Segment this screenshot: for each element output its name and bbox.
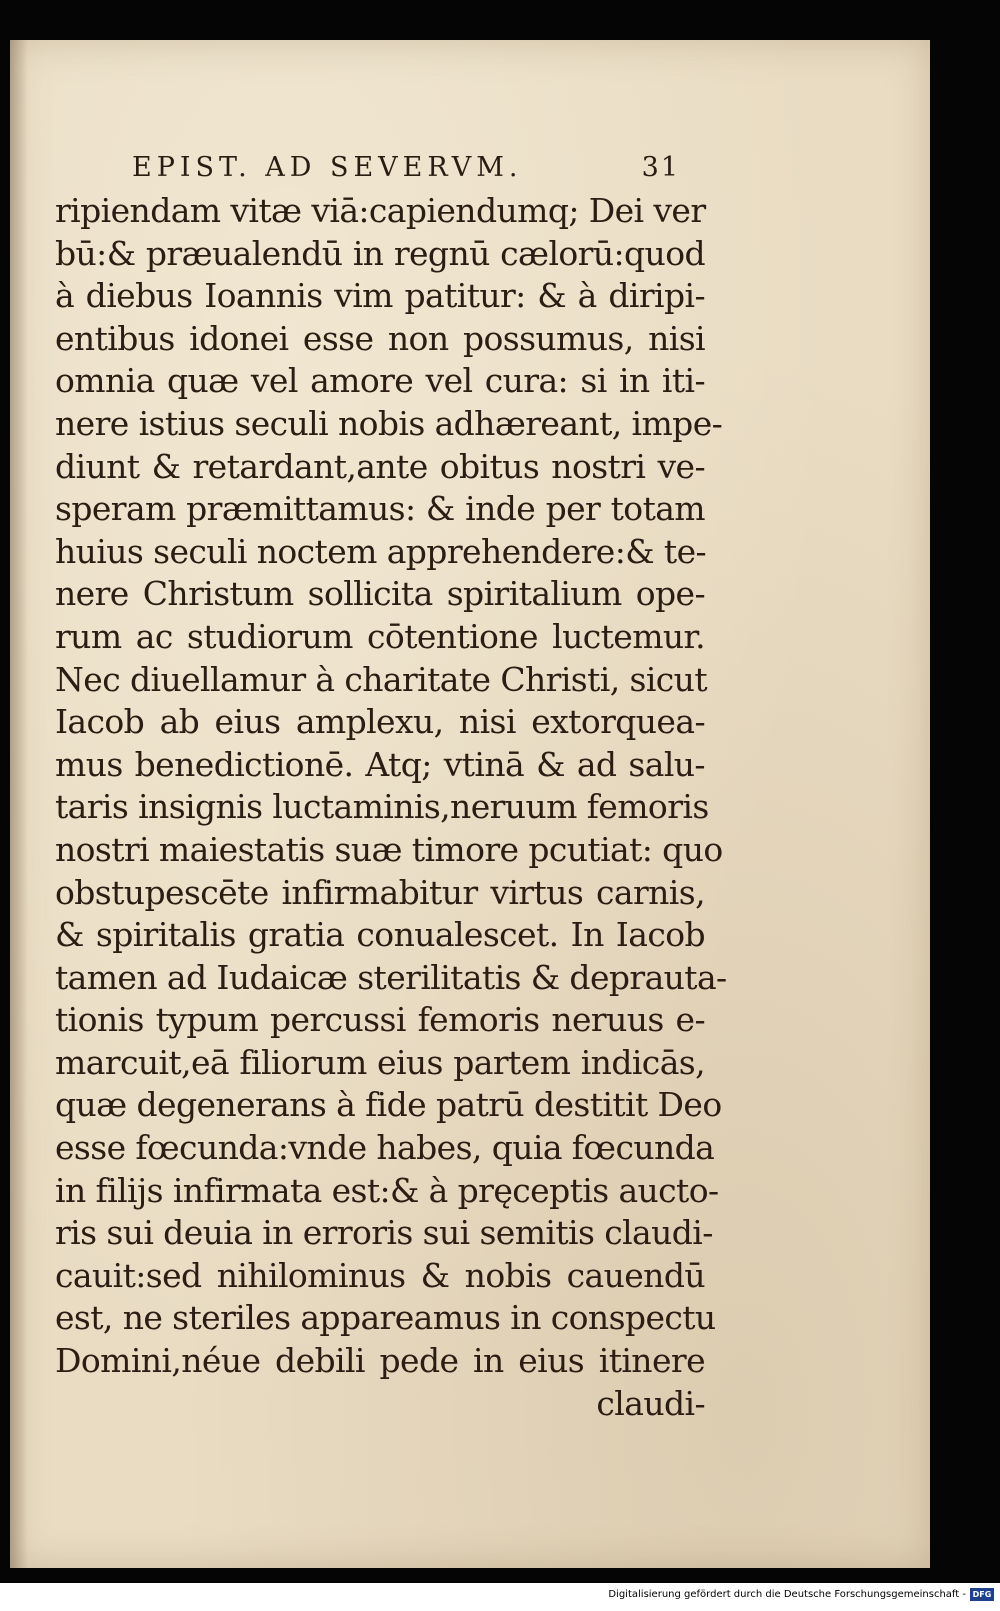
page-gutter-shadow xyxy=(10,40,28,1568)
text-line: tamen ad Iudaicæ sterilitatis & deprauta- xyxy=(55,957,727,997)
text-line: speram præmittamus: & inde per totam xyxy=(55,489,705,529)
page-number: 31 xyxy=(641,152,680,183)
text-line: Domini,néue debili pede in eius itinere xyxy=(55,1341,705,1381)
text-line: mus benedictionē. Atq; vtinā & ad salu- xyxy=(55,744,705,784)
text-line: cauit:sed nihilominus & nobis cauendū xyxy=(55,1255,705,1295)
text-line: diunt & retardant,ante obitus nostri ve- xyxy=(55,446,705,486)
text-line: esse fœcunda:vnde habes, quia fœcunda xyxy=(55,1128,715,1168)
text-line: in filijs infirmata est:& à pręceptis aucto- xyxy=(55,1170,719,1210)
running-head xyxy=(120,152,680,192)
text-line: à diebus Ioannis vim patitur: & à diripi- xyxy=(55,276,705,316)
running-title: EPIST. AD SEVERVM. xyxy=(132,152,523,183)
text-line: marcuit,eā filiorum eius partem indicās, xyxy=(55,1042,705,1082)
text-line: quæ degenerans à fide patrū destitit Deo xyxy=(55,1085,722,1125)
text-line: ripiendam vitæ viā:capiendumq; Dei ver xyxy=(55,191,706,230)
book-page xyxy=(10,40,930,1568)
digitization-credit: Digitalisierung gefördert durch die Deutsche Forschungsgemeinschaft - xyxy=(608,1589,966,1600)
text-line: tionis typum percussi femoris neruus e- xyxy=(55,1000,705,1040)
text-line: taris insignis luctaminis,neruum femoris xyxy=(55,787,709,827)
text-line: ris sui deuia in erroris sui semitis claudi- xyxy=(55,1213,713,1253)
text-line: Iacob ab eius amplexu, nisi extorquea- xyxy=(55,702,705,742)
text-line: obstupescēte infirmabitur virtus carnis, xyxy=(55,872,705,912)
text-line: nere Christum sollicita spiritalium ope- xyxy=(55,574,705,614)
text-line: nostri maiestatis suæ timore pcutiat: quo xyxy=(55,829,723,869)
text-line: & spiritalis gratia conualescet. In Iacob xyxy=(55,915,705,955)
text-line: est, ne steriles appareamus in conspectu xyxy=(55,1298,716,1338)
text-line: bū:& præualendū in regnū cælorū:quod xyxy=(55,233,705,273)
body-text xyxy=(55,190,727,1425)
text-line: Nec diuellamur à charitate Christi, sicut xyxy=(55,659,707,699)
catchword: claudi- xyxy=(596,1383,705,1423)
dfg-logo-icon: DFG xyxy=(970,1588,994,1601)
text-line: rum ac studiorum cōtentione luctemur. xyxy=(55,616,705,656)
text-line: nere istius seculi nobis adhæreant, impe- xyxy=(55,403,723,443)
text-line: huius seculi noctem apprehendere:& te- xyxy=(55,531,707,571)
text-line: entibus idonei esse non possumus, nisi xyxy=(55,318,705,358)
text-line: omnia quæ vel amore vel cura: si in iti- xyxy=(55,361,705,401)
